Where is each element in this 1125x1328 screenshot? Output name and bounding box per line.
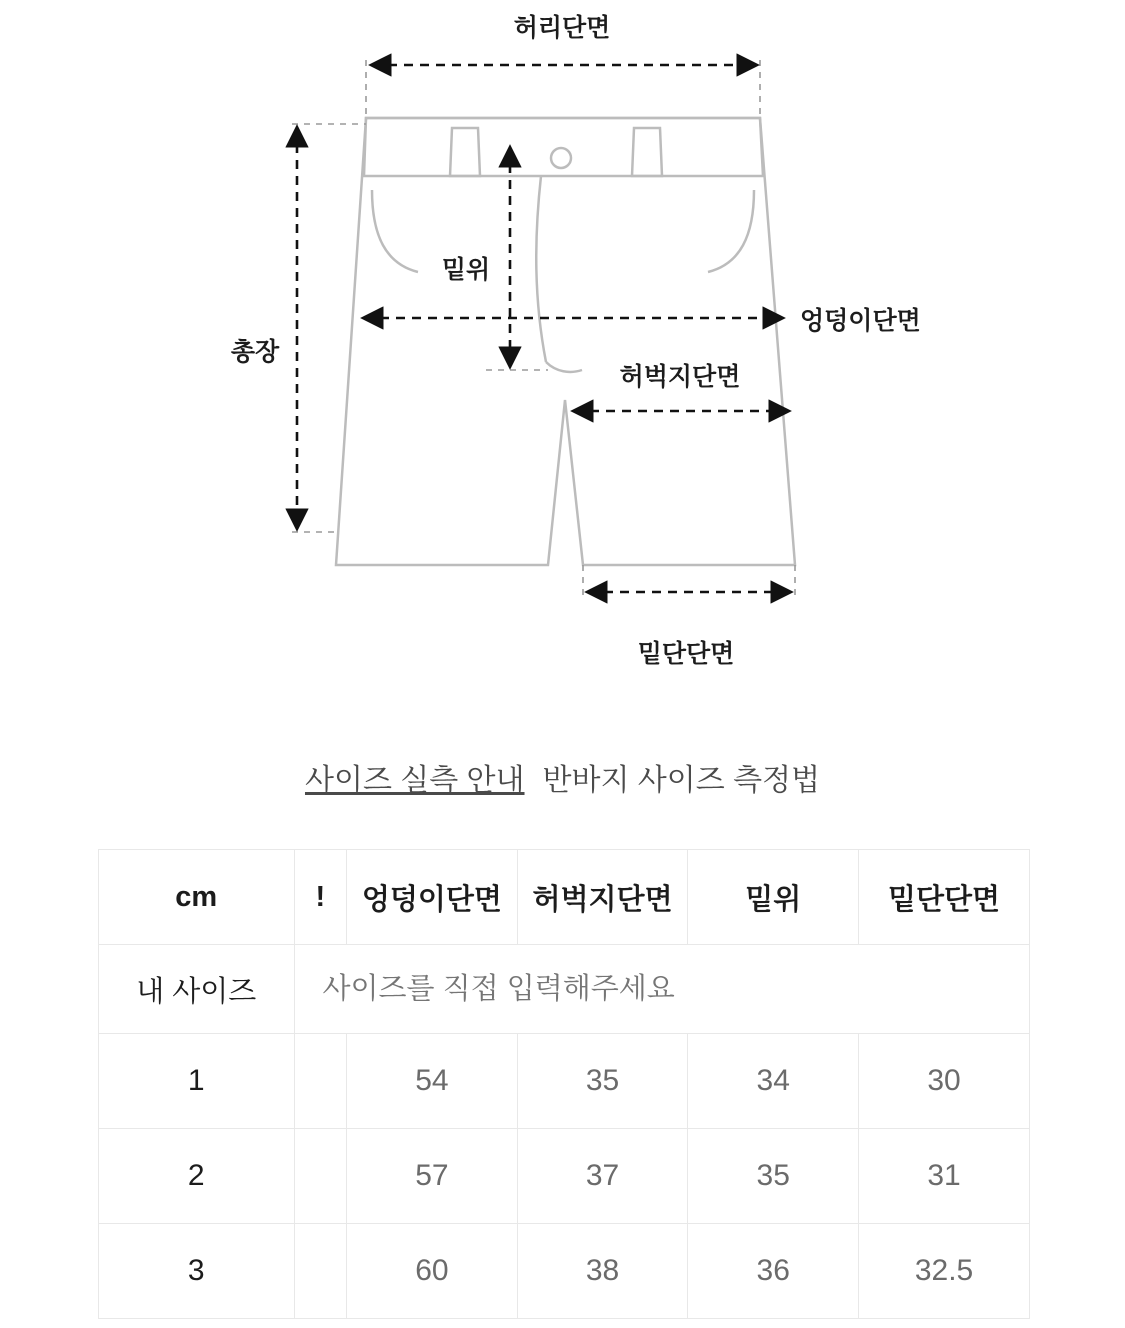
header-hip: 엉덩이단면 bbox=[347, 850, 518, 945]
cell-thigh: 37 bbox=[517, 1129, 688, 1224]
cell-rise: 34 bbox=[688, 1034, 859, 1129]
cell-hip: 57 bbox=[347, 1129, 518, 1224]
cell-thigh: 35 bbox=[517, 1034, 688, 1129]
row-size-label: 2 bbox=[99, 1129, 295, 1224]
cell-hem: 31 bbox=[859, 1129, 1030, 1224]
measure-method-link[interactable]: 반바지 사이즈 측정법 bbox=[542, 764, 821, 797]
cell-hem: 32.5 bbox=[859, 1224, 1030, 1319]
my-size-input[interactable] bbox=[295, 945, 1030, 1033]
table-row bbox=[99, 1129, 1030, 1224]
row-size-label: 3 bbox=[99, 1224, 295, 1319]
my-size-row bbox=[99, 945, 1030, 1034]
cell-rise: 36 bbox=[688, 1224, 859, 1319]
table-row bbox=[99, 1224, 1030, 1319]
label-total-length: 총장 bbox=[230, 338, 280, 366]
header-thigh: 허벅지단면 bbox=[517, 850, 688, 945]
row-mark bbox=[294, 1034, 347, 1129]
header-rise: 밑위 bbox=[688, 850, 859, 945]
cell-hip: 60 bbox=[347, 1224, 518, 1319]
table-row bbox=[99, 1034, 1030, 1129]
cell-rise: 35 bbox=[688, 1129, 859, 1224]
table-header-row bbox=[99, 850, 1030, 945]
size-table bbox=[98, 849, 1030, 1319]
shorts-outline bbox=[336, 118, 795, 565]
label-thigh: 허벅지단면 bbox=[619, 363, 741, 391]
cell-thigh: 38 bbox=[517, 1224, 688, 1319]
size-table-head bbox=[99, 850, 1030, 945]
row-mark bbox=[294, 1129, 347, 1224]
cell-hem: 30 bbox=[859, 1034, 1030, 1129]
label-rise: 밑위 bbox=[441, 256, 491, 284]
cell-hip: 54 bbox=[347, 1034, 518, 1129]
header-hem: 밑단단면 bbox=[859, 850, 1030, 945]
label-hem: 밑단단면 bbox=[637, 640, 735, 668]
my-size-input-cell[interactable] bbox=[294, 945, 1030, 1034]
size-guide-links bbox=[0, 755, 1125, 799]
label-hip: 엉덩이단면 bbox=[800, 307, 921, 335]
size-guide-link[interactable]: 사이즈 실측 안내 bbox=[304, 764, 525, 797]
row-size-label: 1 bbox=[99, 1034, 295, 1129]
size-table-body bbox=[99, 945, 1030, 1319]
my-size-label: 내 사이즈 bbox=[99, 945, 295, 1034]
header-unit: cm bbox=[99, 850, 295, 945]
label-waist: 허리단면 bbox=[513, 14, 611, 42]
row-mark bbox=[294, 1224, 347, 1319]
header-mark: ! bbox=[294, 850, 347, 945]
